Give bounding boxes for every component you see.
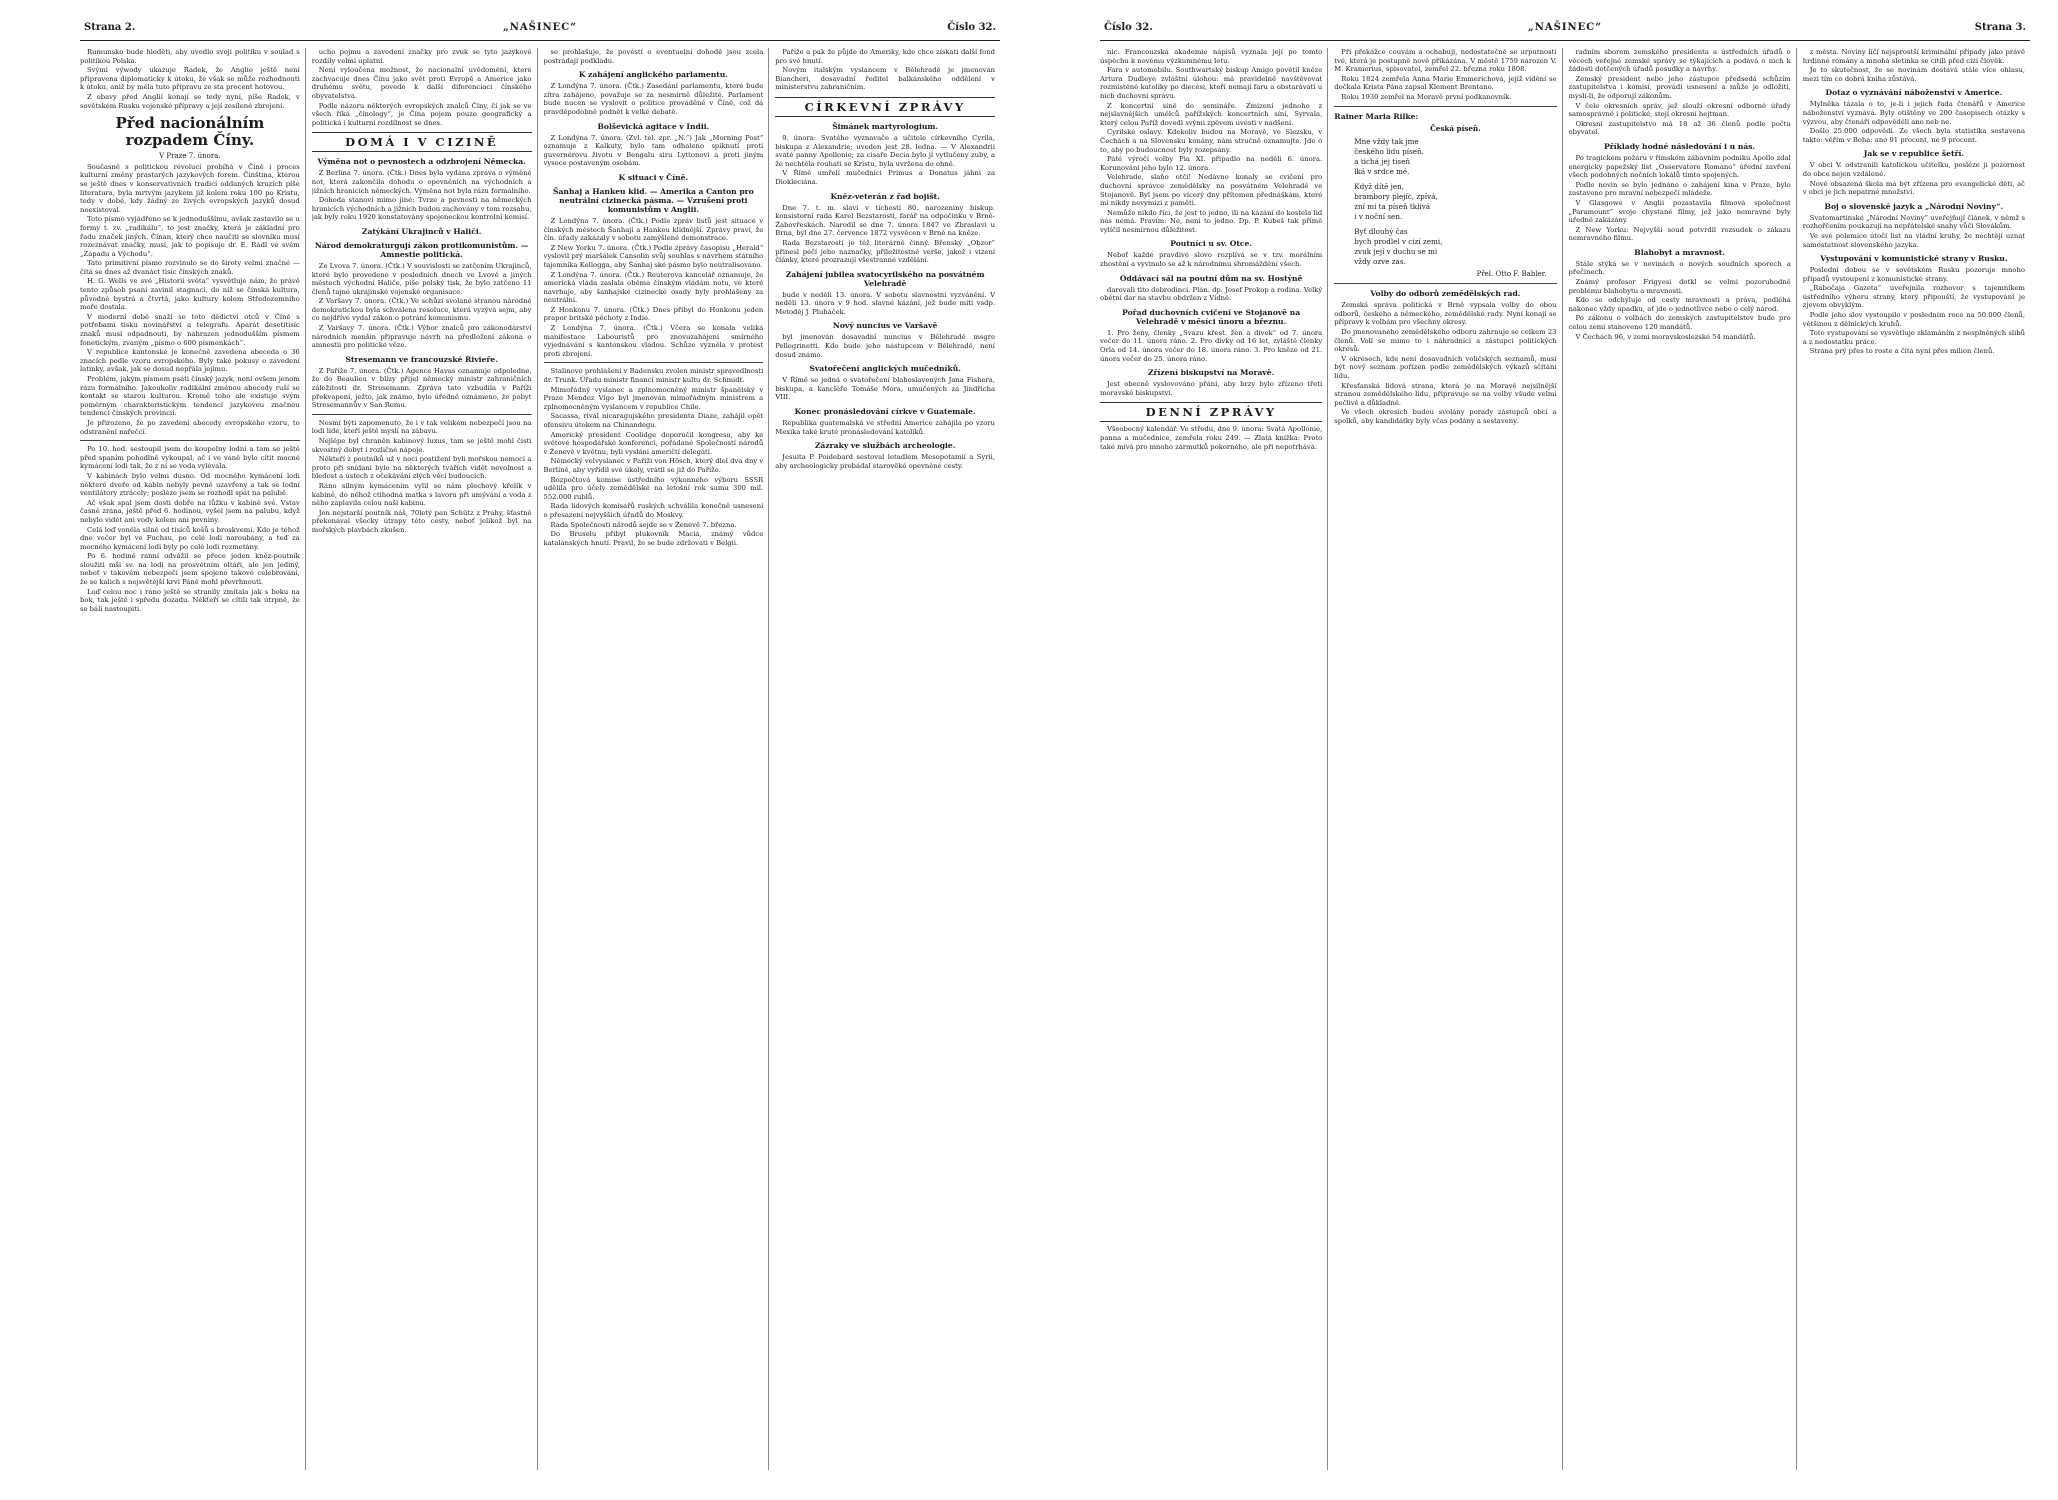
masthead-title: „NAŠINEC“ [502,22,578,33]
poem-line: Byť dlouhý čas [1354,226,1408,236]
article-text: ucho pojmu a zavedení značky pro zvuk se tyto jazykové rozdíly velmi uplatní. [311,48,532,65]
translator-signature: Přel. Otto F. Babler. [1476,269,1547,278]
section-heading: CÍRKEVNÍ ZPRÁVY [775,97,995,117]
article-text: Dohoda stanoví mimo jiné: Tvrze a pevnosti na německých hranicích východních a jižních budou zachovány v tom rozsahu, jak byly roku 1920 konstatovány spojeneckou kontrolní komisí. [311,196,532,222]
section-heading: DOMÁ I V CIZINĚ [312,132,532,152]
article-text: Z Varšavy 7. února. (Čtk.) Ve schůzi svolané stranou národně demokratickou byla schválena resoluce, která vyzývá sejm, aby co nejdříve vydal zákon o potrání komunismu. [311,297,532,323]
article-text: Všeobecný kalendář. Ve středu, dne 9. února: Svatá Apollonie, panna a mučednice, zemřela roku 249. — Zlatá knížka: Proto také mívá pro mnoho zármutků pokorného, ale při nepotrhává. [1100,425,1323,451]
article-text: V Římě se jedná o svatořečení blahoslavených Jana Fishera, biskupa, a kancléře Tomáše Mora, umučených za Jindřicha VIII. [775,376,995,402]
feuilleton-text: Celá loď voněla silně od tisíců košů s broskvemi. Kdo je téhož dne večer byl ve Fuchsu, po celé lodi naroubány, a teď za mocného kymácení lodi byly po celé lodi rozmetány. [80,525,300,551]
article-text: Z Honkonu 7. února. (Čtk.) Dnes přibyl do Honkonu jeden prapor britské pěchoty z Indie. [543,305,764,323]
article-text: V okresech, kde není dosavadních voličských seznamů, musí být nový seznam pořízen podle zemědělských výkazů sčítání lidu. [1334,354,1557,380]
article-text: Nově obsazená škola má být zřízena pro evangelické děti, ač v obci je jich nepatrné množství. [1802,179,2025,197]
headline: Výměna not o pevnostech a odzbrojení Německa. [317,157,526,167]
article-text: Z Londýna 7. února. (Čtk.) Podle zpráv listů jest situace v čínských městech Šanhaji a Hankeu klidnější. Zprávy praví, že čín. úřady zakázaly v sobotu zamýšlené demonstrace. [543,216,764,243]
article-text: radním sborem zemského presidenta a ústředních úřadů o věcech veřejné zemské správy se týkajících a podává o nich k žádosti dotčených úřadů posudky a návrhy. [1568,48,1791,74]
headline: Šimánek martyrologium. [832,121,939,131]
article-text: Páté výročí volby Pia XI. připadlo na neděli 6. února. Korunování jeho bylo 12. února. [1100,155,1323,172]
feuilleton-text: Ráno silným kymácením vylil se nám plechový křelík v kabině, do něhož ctihodná matka s lavoru při umývání a voda z něho zaplavila celou naši kabinu. [311,481,532,508]
article-text: byl jmenován dosavadní nuncius v Bělehradě msgre Pellegrinetti. Kdo bude jeho nástupcem v Bělehradě, není dosud známo. [775,333,995,359]
article-text: Problém, jakým písmem psáti čínský jazyk, není ovšem jenom rázu formálního. Jakoukoliv radikální změnou abecedy ruší se kontakt se starou kulturou. Kromě toho ale existuje svým poměrným charakteristickým tendencí jazykovou značnou tendenci čínských provincií. [80,375,300,418]
article-text: Jesuita P. Poidebard sestoval letadlem Mesopotamií a Syrii, aby archeologicky probádal starověké opevněné cesty. [775,453,995,470]
subheadline: Šanhaj a Hankeu klid. — Amerika a Canton pro neutrální cizinecká pásma. — Vzrušení proti komunistům v Anglii. [553,186,754,214]
column-3 [1569,48,1797,1470]
headline: K zahájení anglického parlamentu. [578,70,728,80]
article-text: z města. Noviny líčí nejsprostší kriminální případy jako právě hrdinné romány a mnohá sletinka se cítili před cizí člověk. [1802,48,2025,65]
issue-number: Číslo 32. [947,22,996,33]
headline: Boj o slovenské jazyk a „Národní Noviny“. [1824,201,2004,211]
feuilleton-text: Jen nejstarší poutník náš, 70letý pan Schütz z Prahy, šťastně překonával všecky útrapy této cesty, neboť jelikož byl na mořských plavbách zkušen. [311,508,532,534]
poem-line: Mne vždy tak jme [1354,136,1419,146]
article-text: Při překážce couvám a ochabuji, nedostatečně se urputnosti tvé, která je postupně nově přikázána. V městě 1759 narozen V. M. Kramerius, spisovatel, zemřel 22. března roku 1808. [1334,48,1557,74]
article-text: V republice kantonské je konečně zavedena abeceda o 36 znacích podle vzoru evropského. Byly také pokusy o zavedení latinky, avšak, jak se dosud nepřála jejímu. [80,348,300,374]
poem-line: zní mi ta píseň tklivá [1354,201,1431,211]
article-text: Stále stýká se v novinách o nových soudních sporech a přečinech. [1568,259,1791,277]
article-text: Jest obecně vyslovováno přání, aby brzy bylo zřízeno třetí moravské biskupství. [1100,380,1323,397]
article-text: V Glasgowe v Anglii pozastavila filmová společnost „Paramount“ svoje chystané filmy, jež jako nemravné byly úředně zakázány. [1568,198,1791,225]
article-text: V Čechách 96, v zemi moravskoslezské 54 mandátů. [1575,332,1756,341]
article-text: Z obavy před Anglií konají se tedy nyní, píše Radek, v sovětském Rusku vojenské přípravy a její zesílené zbrojení. [80,92,300,110]
article-text: Toto písmo vyjádřeno se k jednoduššímu, avšak zastavilo se u formy t. zv. „radikálu“, to jest značky, která je základní pro řadu značek jiných. Čínan, který chce naučiti se slovníku musí rozeznávat značky, musí, jak to popisuje dr. E. Rádl ve svém „Západu a Východu“. [80,215,300,258]
headline: Konec pronásledování církve v Guatemale. [794,407,976,417]
article-text: V obci V. odstranili katolickou učitelku, posléze ji pozornost do obce nejen vzdálené. [1802,161,2025,178]
poem-author: Rainer Maria Rilke: [1334,111,1419,121]
divider [1334,106,1556,107]
divider [1334,283,1556,284]
article-text: V Římě umřelí mučedníci Primus a Donatus jáhni za Diokleciána. [775,169,995,186]
poem-line: českého lidu píseň, [1354,146,1424,156]
article-text: Rumunsko bude hleděti, aby uvedlo svoji politiku v soulad s politikou Polska. [80,48,300,65]
feuilleton-text: Někteří z poutníků už v noci postižení byli mořskou nemocí a proto při snídani bylo na některých tvářích vidět nevolnost a bledost a ústech z očekávání zlých věcí budoucích. [311,455,532,481]
right-page-header [1100,18,2030,41]
section-heading: DENNÍ ZPRÁVY [1100,402,1322,422]
article-text: Z Varšavy 7. února. (Čtk.) Výbor znalců pro zákonodárství národních menšin připravuje návrh na předložení zákona o amnestii pro politické věze. [311,324,532,350]
poem-line: Když dítě jen, [1354,181,1405,191]
news-brief: Německý velvyslanec v Paříži von Hösch, který dlel dva dny v Berlíně, aby vyřídil své úkoly, vrátil se již do Paříže. [543,457,764,474]
article-text: se prohlašuje, že povéstí o eventuelní dohodě jsou zcela postrádají podkladu. [543,48,764,65]
divider [80,440,300,441]
headline: Blahobyt a mravnost. [1634,247,1725,257]
poem-line: bych prodlel v cizí zemi, [1354,236,1443,246]
poem [1334,124,1556,267]
article-text: bude v neděli 13. února. V sobotu slavnostní vyzvánění. V neděli 13. února v 9 hod. slavné kázání, jež bude míti vsdp. Metoděj J. Pluháček. [775,290,995,316]
article-text: Podle názoru některých evropských znalců Číny, čí jak se ve všech říká „čínology“, je Čína pojem pouze geografický a politická i kulturní rozdílnost se dnes. [311,101,532,127]
article-text: Novým italským vyslancem v Bělehradě je jmenován Biancheri, dosavadní ředitel balkánského oddělení v ministerstvu zahraničním. [775,66,995,92]
feuilleton-text: Po 6. hodině ranní odvážil se přece jeden kněz-poutník sloužiti mši sv. na lodi na prosvětním oltáři, ale jen jediný, neboť v takovém nebezpečí jsem spojeno takové celebrování, že se kalich s nejsvětější krví Páně mohl převrhnouti. [80,552,300,587]
article-text: Cyrilské oslavy. Kdekoliv budou na Moravě, ve Slezsku, v Čechách a na Slovensku konány, nám stručně oznamujte. Jde o to, aby po budoucnost byly rozepsány. [1100,128,1323,154]
headline: Zázraky ve službách archeologie. [814,441,956,451]
article-text: Známý profesor Frigyesi dotkl se velmi pozoruhodně problému blahobytu a mravnosti. [1568,278,1791,295]
article-text: Z Londýna 7. února. (Čtk.) Reuterova kancelář oznamuje, že americká vláda zaslala oběma čínským vládám notu, ve které navrhuje, aby šanhajské cizinecké osady byly prohlášeny za neutrální. [543,270,764,305]
article-text: H. G. Wells ve své „Historii světa“ vysvětluje nám, že právě tento způsob psaní zavinil stagnaci, do níž se čínská kultura, původně bystrá a čtvrtá, jako kultury kolem Středozemního moře dostala. [80,277,300,312]
news-brief: Americký president Coolidge doporučil kongresu, aby ke světové hospodářské konferenci, pořádané Společností národů v Ženevě v květnu, byli vysláni američtí delegáti. [543,430,764,456]
divider [544,362,764,363]
right-page [1100,18,2030,1470]
headline: Vystupování v komunistické strany v Rusku. [1820,254,2008,264]
dateline: V Praze 7. února. [159,152,221,161]
article-text: V čele okresních správ, jež slouží okresní odborné úřady samosprávné i politické, stojí okresní hejtman. [1568,101,1791,119]
left-columns [80,48,1000,1470]
divider [312,414,532,415]
headline: Poutníci u sv. Otce. [1170,239,1252,249]
column-1 [1100,48,1328,1470]
article-text: Strana prý přes to roste a čítá nyní přes milion členů. [1809,347,1995,356]
article-text: Ve své polemice útočí list na vládní kruhy, že nechtějí uznat samostatnost slovenského jazyka. [1802,231,2025,249]
article-text: Velehrade, slaňo otčí! Nedávno konaly se cvičení pro duchovní správce zemědělsky na posvátném Velehradě ve Stojanově. Byl jsem po vícerý dny přítomen přednáškám, které mi nikdy nevymizí z paměti. [1100,173,1323,208]
headline: Dotaz o vyznávání náboženství v Americe. [1825,88,2003,98]
article-text: Rada Bezstarostí je též literárně činný. Břenský „Obzor“ přinesl péčí jeho naznačky, příležitostné verše, jakož i vizení články, které prozrazují všestranné vzdělání. [775,238,995,265]
feuilleton-text: Nejlépe byl chraněn kabinový luxus, tam se ještě mohl čísti skvostný dobyt i rozličné nápoje. [311,437,532,454]
column-1 [80,48,306,1470]
article-text: Z Londýna 7. února. (Zvl. tel. zpr. „N.“) Jak „Morning Post“ oznamuje z Kalkuty, bylo tam odhaleno spiknutí proti guvernérovu životu v Bengalu siru Lyttonovi a proti jiným vysoce postaveným osobám. [543,133,764,168]
headline: Kněz-veterán z řad bojišt. [830,191,940,201]
poem-line: i v noční sen. [1354,211,1403,221]
headline: Jak se v republice šetří. [1863,149,1964,159]
article-text: Toto vystupování se vysvětluje zklamáním z nesplněných slibů a z nedostatku práce. [1802,329,2025,346]
article-text: Poslední dobou se v sovětském Rusku pozoruje mnoho případů vystoupení z komunistické strany. [1802,266,2025,283]
masthead-title: „NAŠINEC“ [1527,22,1603,33]
news-brief: Rozpočtová komise ústředního výkonného výboru SSSR udělila pro účely zemědělské na letošní rok sumu 300 mil. 552.000 rublů. [543,475,764,501]
article-text: Svými výwody ukazuje Radek, že Anglie ještě není připravena diplomaticky k útoku, že však se může rozhodnouti k útoku, aniž by měla tuto přípravu ze sta procent hotovou. [80,66,300,92]
feuilleton-text: V kabinách bylo velmi dusno. Od mocného kymácení lodi některé dveře od kabin nebyly pevně uzavřeny a tak se lodní ventilátory ztrácely; posléze jsem se rozhodl spát na palubě. [80,471,300,498]
article-text: Z Berlína 7. února. (Čtk.) Dnes byla vydána zpráva o výměně not, která zakončila dohodu o opevněních na východních a jižních hranicích německých. Výměna not byla rázu formálního. [311,169,532,195]
poem-line: vždy ozve zas. [1354,256,1406,266]
article-text: Okresní zastupitelstvo má 18 až 36 členů podle počtu obyvatel. [1568,119,1791,137]
column-4 [1803,48,2030,1470]
article-text: Neboť každé pravdivé slovo rozplívá se v tzv. morálním zhostění a vyvinulo se až k národnímu shromáždění všech. [1100,251,1323,269]
column-2 [1334,48,1562,1470]
article-text: Došlo 25.000 odpovědí. Ze všech byla statistika sestavena takto: věřím v Boha: ano 91 procent, ne 9 procent. [1802,127,2025,144]
article-text: Zemská správa politická v Brně vypsala volby do obou odborů, českého a německého, zemědělské rady. Nyní konají se přípravy k volbám pro všechny okresy. [1334,301,1557,327]
news-brief: Rada lidových komisařů ruských schválila konečně usnesení o přesazení nejvyšších úřadů do Moskvy. [543,502,764,519]
article-text: Je to skutečnost, že se novinám dostává stále více ohlasu, mezi tím co dobrá kniha zůstává. [1802,66,2025,83]
headline: Zatýkání Ukrajinců v Haliči. [361,226,482,236]
poem-title: Česká píseň. [1430,123,1481,133]
poem-line: lká v srdce mé. [1354,166,1410,176]
article-text: Nemůže nikdo říci, že jest to jedno, ili na kázání do kostela lid nás nemá. Pravím: Ne, není to jedno. Dp. P. Kubeš tak přímě vylíčil nesmírnou důležitost. [1100,208,1323,234]
headline: Oddávací sál na poutní dům na sv. Hostýně [1119,273,1303,283]
headline: Příklady hodné následování i u nás. [1604,141,1756,151]
headline: Volby do odborů zemědělských rad. [1370,289,1521,299]
article-text: Svatomartinské „Národní Noviny“ uveřejňují článek, v němž s rozhořčením poukazují na nepřátelské snahy vůči Slovákům. [1802,213,2025,231]
article-text: Mylněka tázala o to, je-li i jejich řada čtenářů v Americe náboženství vyznává. Byly otištěny ve 200 časopisech otázky s výzvou, aby čtenáři odpověděli ano neb ne. [1802,100,2025,126]
feuilleton-text: Nesmí býti zapomenuto, že i v tak velikém nebezpečí jsou na lodi lidé, kteří ještě myslí na zábavu. [311,418,532,436]
headline: Nový nuncius ve Varšavě [832,321,938,331]
news-brief: Do Bruselu přibyl plukovník Maciá, známý vůdce katalánských hnutí. Pravil, že se bude zdržovati v Belgii. [543,530,764,547]
article-text: Po tragickém požáru v římském zábavním podniku Apollo zdal energicky papežský list „Osservatore Romano“ úřední zavření všech podobných nočních lokálů tímto spojených. [1568,153,1791,180]
feuilleton-text: Ač však spal jsem dosti dobře na lůžku v kabině své. Vstav časně zrána, ještě před 6. hodinou, vyšel jsem na palubu, když nebylo vidět ani vody kolem ani pevniny. [80,498,300,524]
subheadline: Národ demokraturgují zákon protikomunistům. — Amnestie politická. [314,240,529,259]
poem-line: zvuk její v duchu se mi [1354,246,1438,256]
news-brief: Mimořádný vyslanec a zplnomocněný ministr španělský v Praze Mendez Vigo byl jmenován mimořádným ministrem a zplnomocněným vyslancem v republice Chile. [543,385,764,411]
article-text: Z Paříže 7. února. (Čtk.) Agence Havas oznamuje odpoledne, že do Beaulieu v blízy přijel německý ministr zahraničních záležitostí dr. Stresemann. Zpráva tato vzbudila v Paříži překvapení, ježto, jak známo, bylo úředně oznámeno, že pobyt Stresemannův v San Remu. [311,366,532,410]
headline: Svatořečení anglických mučedníků. [809,364,961,374]
right-columns [1100,48,2030,1470]
article-text: Roku 1930 zemřel na Moravě první podkanovník. [1341,92,1512,101]
feuilleton-text: Loď celou noc i ráno ještě se stranily zmítala jak s boku na bok, tak ještě i spředu dozadu. Někteří se cítili tak útrpně, že se báli nastoupiti. [80,587,300,613]
news-brief: Rada Společnosti národů sejde se v Ženevě 7. března. [550,520,737,529]
article-text: Po zákonu o volbách do zemských zastupitelstev bude pro celou zemi stanoveno 120 mandátů. [1568,314,1791,332]
article-text: Z New Yorku 7. února. (Čtk.) Podle zprávy časopisu „Herald“ vyslovil prý maršálek Cansolin svůj souhlas s návrhem státního tajemníka Kellogga, aby Šanhaj ské pásmo bylo neutralisováno. [543,243,764,269]
feuilleton-text: Po 10. hod. sestoupil jsem do koupelny lodní a tam se ještě před spaním pohodlně vykoupal, ač i ve vaně bylo cítit mocné kymácení lodi tak, že z ní se voda vylévala. [80,445,300,471]
news-brief: Sacassa, rivál nicaragujského presidenta Diaze, zahájil opět ofensivu útokem na Chinandegu. [543,412,764,429]
page-number: Strana 3. [1974,22,2026,33]
article-text: Zemský president nebo jeho zástupce předsedá schůzím zastupitelstva i komisí, provádí usnesení a může je odložiti, myslí-li, že odporují zákonům. [1568,74,1791,100]
headline: K situaci v Číně. [618,172,689,182]
article-text: Ve všech okresích budou svolány porady zástupců obcí a spolků, aby kandidátky byly včas podány a sestaveny. [1334,408,1557,425]
column-2 [312,48,538,1470]
article-text: Současně s politickou revolucí probíhá v Číně i proces kulturní změny prastarých jazykových forem. Čínština, kterou se ještě dnes v konservativních tradicí oddaných kruzích píše literatura, byla mrtvým jazykem již kolem roku 100 po Kristu, tedy v době, kdy žádný ze živých evropských jazyků dosud neexistoval. [80,162,300,214]
issue-number: Číslo 32. [1104,22,1153,33]
article-text: Z Londýna 7. února. (Čtk.) Včera se konala veliká manifestace Labouristů pro znovuzahájení smírného vyjednávání s kantonskou vládou. Schůze vyzněla v protest proti zbrojení. [543,324,764,358]
article-text: Je přirozeno, že po zavedení abecedy evropského vzoru, to odstranění nařečcí. [80,418,300,436]
column-4 [775,48,1000,1470]
article-text: „Rabočaja Gazeta“ uveřejnila rozhovor s tajemníkem ústředního výboru strany, který připouští, že vystupování je zjevem obvyklým. [1802,284,2025,310]
article-text: Roku 1824 zemřela Anna Marie Emmerichová, jejíž vidění se dočkala Krista Pána zapsal Klement Brentano. [1334,74,1557,92]
headline: Před nacionálním rozpadem Číny. [115,114,265,150]
article-text: Z New Yorku: Nejvyšší soud potvrdil rozsudek o zákazu nemravného filmu. [1568,225,1791,243]
article-text: Tato primitivní písmo rozvinulo se do široty velmi značné — čítá se dnes až dvanáct tisíc čínských znaků. [80,259,300,276]
article-text: Paříže a pak že půjde do Ameriky, kde chce získati další fond pro své hnutí. [775,48,995,65]
news-brief: Stalinovo prohlášení v Badensku zvolen ministr spravedlnosti dr. Trunk. Úřadu ministr financí ministr kultu dr. Schmidt. [543,367,764,385]
left-page-header [80,18,1000,41]
article-text: Podle novin se bylo jednáno o zahájení kina v Praze, bylo zastaveno pro mravní nebezpečí mládeže. [1568,180,1791,198]
headline: Bolševická agitace v Indii. [597,121,710,131]
article-text: nic. Francouzská akademie nápisů vyznala její po tomto úspěchu k novému výzkumnému letu. [1100,48,1323,65]
article-text: Fara v automobilu. Southwartský biskup Amigo povětil kněze Artura Dudleye zvláštní úlohou: má pravidelně navštěvovat rozmístěné katolíky po diecési, kteří nemají faru a obstarávati u nich duchovní správu. [1100,66,1323,100]
headline: Pořad duchovních cvičení ve Stojanově na Velehradě v měsíci únoru a březnu. [1122,307,1301,326]
article-text: Není vyloučena možnost, že nacionalní uvědomění, které zachvacuje dnes Čínu jako svět proti Evropě a Americe jako druhému světu, povede k další diferenciaci čínského obyvatelstva. [311,66,532,100]
article-text: Křesťanská lidová strana, která je na Moravě nejsilnější stranou zemědělského lidu, připravuje se na volby všude velmi pečlivě a důkladně. [1334,381,1557,407]
column-3 [544,48,770,1470]
article-text: darovali tito dobrodinci. Plán. dp. Josef Prokop a rodina. Velký obětní dar na stavbu obdržen z Vídně. [1100,285,1323,303]
article-text: 1. Pro ženy, členky „Svazu křest. žen a dívek“ od 7. února večer do 11. února ráno. 2. Pro dívky od 16 let, zvláště členky Orla od 14. února večer do 18. února ráno. 3. Pro kněze od 21. února večer do 25. února ráno. [1100,328,1323,363]
article-text: Do jmenovaného zemědělského odboru zahrnuje se celkem 23 členů. Volí se mimo to i náhradníci a zástupci politických okresů. [1334,327,1557,354]
headline: Zahájení jubilea svatocyrilského na posvátném Velehradě [785,269,985,288]
poem-line: a tichá jej tíseň [1354,156,1410,166]
article-text: Kdo se odchyluje od cesty mravnosti a práva, podléhá nakonec vždy úpadku, ať jde o jednotlivce nebo o celý národ. [1568,296,1791,313]
article-text: Podle jeho slov vystoupilo v posledním roce na 50.000 členů, většinou z dělnických kruhů. [1802,311,2025,328]
article-text: Dne 7. t. m. slaví v tichosti 80. narozeniny biskup. konsistorní rada Karel Bezstarosti, farář na odpočinku v Brně-Žabovřeskách. Narodil se dne 7. února 1847 ve Zbraslavi u Brna, byl dne 27. července 1872 vysvěcen v Brně na kněze. [775,203,995,238]
left-page [80,18,1000,1470]
headline: Stresemann ve francouzské Rivieře. [345,354,498,364]
article-text: V moderní době snaží se toto dědictví otců v Číně s potřebami tisku novinářství a telegrafu. Aparát desetitisíc znaků musí odpadnouti, by nahrazen jednodušším písmem fonetickým, zvaným „písmo o 600 písmenkách“. [80,312,300,347]
article-text: Ze Lvova 7. února. (Čtk.) V souvislosti se zatčením Ukrajinců, které bylo provedeno v posledních dnech ve Lvově a jiných městech východní Haliče, píše polský tisk, že bylo zatčeno 11 členů tajné ukrajinské vojenské organisace. [311,261,532,296]
article-text: Republika guatemalská ve střední Americe zahájila po vzoru Mexika také kruté pronásledování katolíků. [775,419,995,436]
page-number: Strana 2. [84,22,136,33]
article-text: Z Londýna 7. února. (Čtk.) Zasedání parlamentu, které bude zítra zahájeno, považuje se za nesmírně důležité. Parlament bude nucen se vyslovit o politice prováděné v Číně, což dá pravděpodobně podnět k velké debatě. [543,82,764,116]
article-text: 9. února: Svatého vyznavače a učitele církevního Cyrila, biskupa z Alexandrie; uveden jest 28. ledna. — V Alexandrii svaté panny Apollonie; za císaře Decia bylo jí vytlučeny zuby, a že nechtěla rouhati se Kristu, byla uvržena do ohně. [775,133,995,168]
headline: Zřízení biskupství na Moravě. [1147,368,1275,378]
article-text: Z koncertní síně do semináře. Zmizení jednoho z nejslavnějších umělců pařížských koncertních síní, Syrvala, který celou Paříž dovedl svými zpěvem uvésti v nadšení. [1100,101,1323,127]
poem-line: brambory plejíc, zpívá, [1354,191,1438,201]
